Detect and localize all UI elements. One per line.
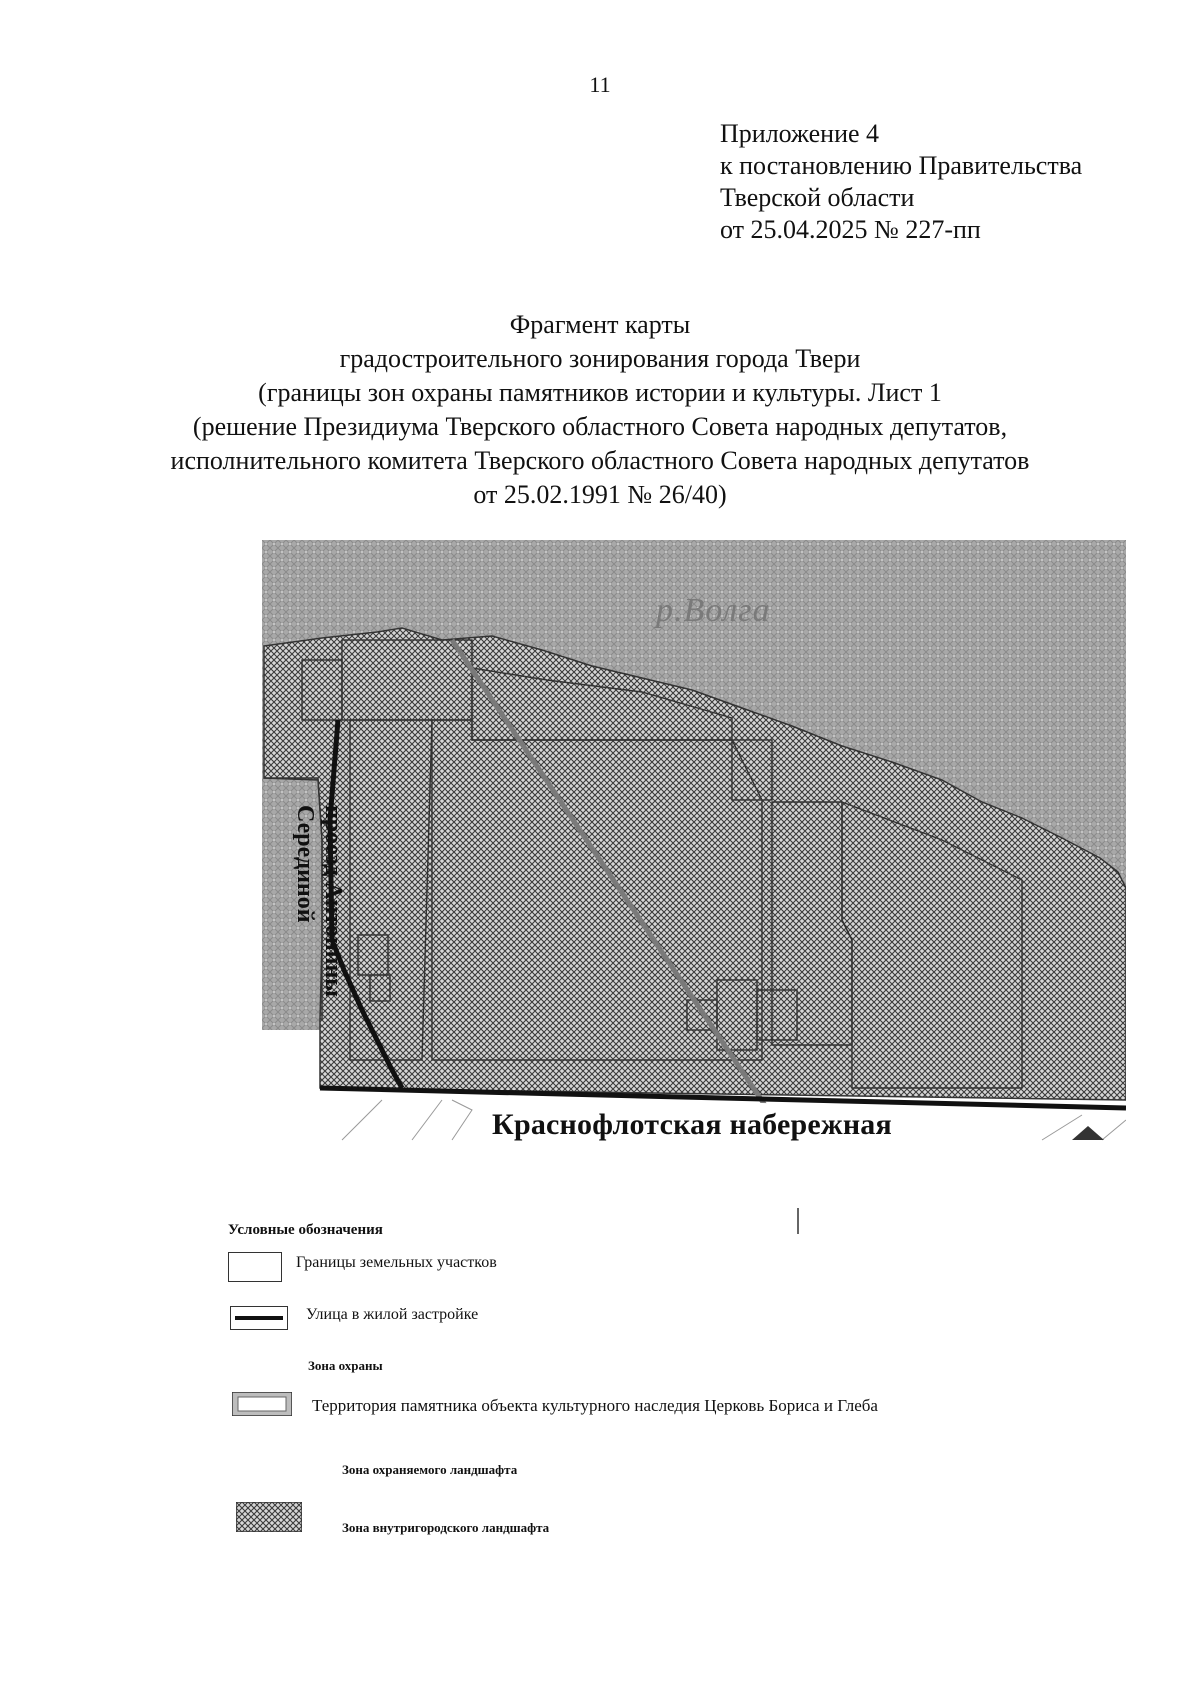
title-line: градостроительного зонирования города Твери: [339, 344, 861, 373]
river-label: р.Волга: [656, 592, 771, 629]
title-line: Фрагмент карты: [509, 310, 691, 339]
scan-mark: [797, 1208, 799, 1234]
legend-label-landscape: Зона внутригородского ландшафта: [342, 1520, 550, 1535]
annex-block: [720, 118, 1082, 246]
page-number: 11: [589, 72, 611, 97]
legend-swatch-plot: [228, 1252, 282, 1282]
legend-label-monument: Территория памятника объекта культурного наследия Церковь Бориса и Глеба: [312, 1396, 878, 1415]
annex-line: к постановлению Правительства: [720, 151, 1083, 180]
title-line: исполнительного комитета Тверского областного Совета народных депутатов: [170, 446, 1030, 475]
legend-label-plot: Границы земельных участков: [296, 1254, 497, 1271]
title-line: (границы зон охраны памятников истории и культуры. Лист 1: [258, 378, 942, 407]
map-canvas: [262, 540, 1126, 1150]
legend-heading-protection: Зона охраны: [308, 1358, 383, 1373]
street-label-line: Серединой: [292, 805, 318, 923]
legend-label-street: Улица в жилой застройке: [306, 1306, 479, 1323]
street-label-line: проезд Антонины: [320, 805, 346, 998]
street-label-proezd: [277, 805, 347, 1085]
title-line: (решение Президиума Тверского областного Совета народных депутатов,: [192, 412, 1008, 441]
zoning-map: [262, 540, 1126, 1150]
document-title: [0, 308, 1200, 512]
annex-line: Приложение 4: [720, 119, 880, 148]
annex-line: от 25.04.2025 № 227-пп: [720, 215, 981, 244]
legend-swatch-monument: [232, 1392, 292, 1416]
annex-line: Тверской области: [720, 183, 915, 212]
title-line: от 25.02.1991 № 26/40): [473, 480, 727, 509]
legend-heading-landscape: Зона охраняемого ландшафта: [342, 1462, 518, 1477]
legend-swatch-landscape: [236, 1502, 302, 1532]
legend-swatch-street: [230, 1306, 288, 1330]
street-label-naberezhnaya: Краснофлотская набережная: [492, 1108, 892, 1141]
legend-title: Условные обозначения: [228, 1222, 383, 1238]
